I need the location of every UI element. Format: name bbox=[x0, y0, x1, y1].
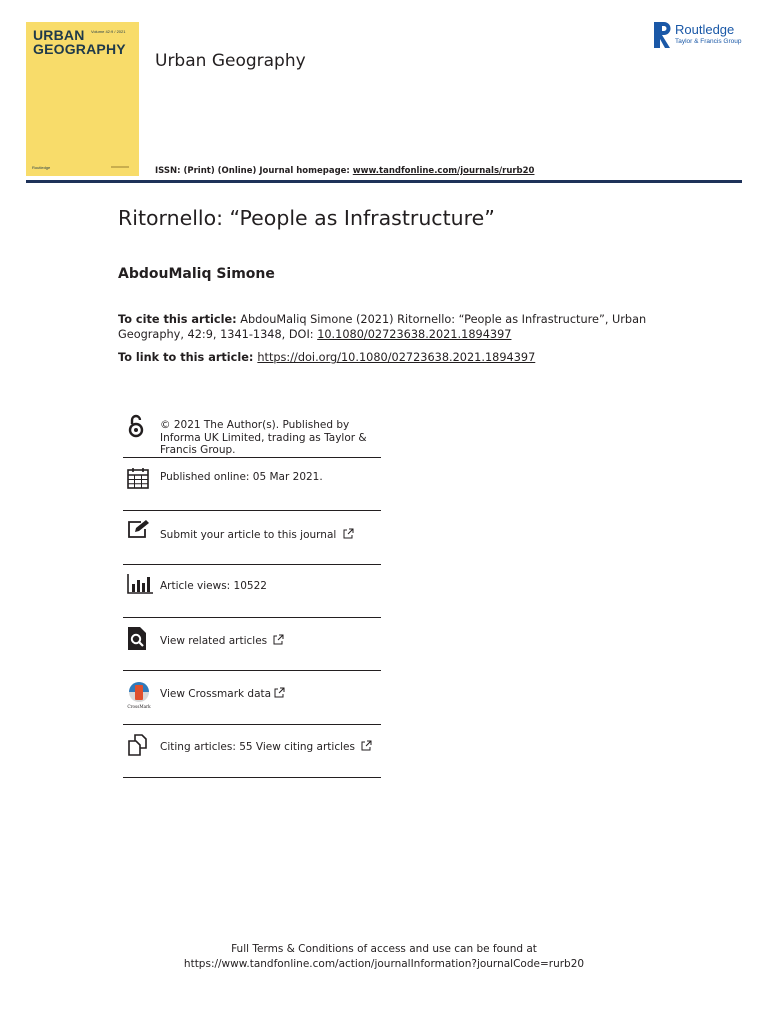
license-text: © 2021 The Author(s). Published by Informa UK Limited, trading as Taylor & Francis Group. bbox=[160, 419, 367, 456]
citation bbox=[118, 312, 678, 342]
crossmark-row[interactable] bbox=[123, 671, 381, 725]
svg-text:CrossMark: CrossMark bbox=[127, 704, 151, 709]
issn-label: ISSN: (Print) (Online) Journal homepage: bbox=[155, 166, 353, 176]
bar-chart-icon bbox=[127, 574, 153, 594]
external-link-icon bbox=[361, 740, 372, 751]
views-row bbox=[123, 565, 381, 618]
cover-volume: Volume 42:9 / 2021 bbox=[91, 29, 126, 34]
cover-decoration bbox=[111, 166, 129, 168]
submit-text[interactable] bbox=[160, 528, 354, 542]
related-text[interactable] bbox=[160, 634, 284, 648]
cite-label: To cite this article: bbox=[118, 313, 237, 326]
issn-line bbox=[155, 166, 534, 176]
views-text: Article views: 10522 bbox=[160, 580, 267, 592]
journal-name: Urban Geography bbox=[155, 51, 306, 71]
routledge-logo-icon bbox=[653, 22, 671, 48]
submit-row[interactable] bbox=[123, 511, 381, 565]
external-link-icon bbox=[274, 687, 285, 698]
link-label: To link to this article: bbox=[118, 351, 258, 364]
article-title: Ritornello: “People as Infrastructure” bbox=[118, 206, 495, 230]
search-document-icon bbox=[127, 627, 149, 651]
article-link-line bbox=[118, 351, 535, 364]
related-label: View related articles bbox=[160, 635, 268, 647]
cite-text: AbdouMaliq Simone (2021) Ritornello: “People as Infrastructure”, Urban Geography, 42:9, 1341-1348, DOI: bbox=[118, 313, 647, 341]
related-row[interactable] bbox=[123, 618, 381, 671]
calendar-icon bbox=[127, 467, 149, 489]
license-row bbox=[123, 410, 381, 458]
article-url-link[interactable]: https://doi.org/10.1080/02723638.2021.1894397 bbox=[257, 351, 536, 364]
cover-title-line1: URBAN bbox=[33, 27, 85, 43]
publisher-name: Routledge bbox=[675, 22, 735, 37]
crossmark-icon bbox=[126, 681, 152, 709]
citing-text[interactable] bbox=[160, 740, 372, 754]
doi-link[interactable]: 10.1080/02723638.2021.1894397 bbox=[317, 328, 512, 341]
published-row bbox=[123, 458, 381, 511]
footer-line1: Full Terms & Conditions of access and use can be found at bbox=[231, 943, 537, 955]
cover-title-line2: GEOGRAPHY bbox=[33, 41, 126, 57]
open-access-icon bbox=[128, 414, 144, 438]
cover-publisher-mark: Routledge bbox=[32, 165, 51, 170]
publisher-subtitle: Taylor & Francis Group bbox=[675, 38, 742, 45]
article-author: AbdouMaliq Simone bbox=[118, 266, 275, 282]
citing-articles-icon bbox=[127, 734, 151, 756]
crossmark-text[interactable] bbox=[160, 687, 285, 701]
crossmark-label: View Crossmark data bbox=[160, 688, 272, 700]
edit-icon bbox=[127, 519, 151, 539]
article-info-list bbox=[123, 410, 381, 778]
external-link-icon bbox=[273, 634, 284, 645]
external-link-icon bbox=[343, 528, 354, 539]
citing-row[interactable] bbox=[123, 725, 381, 778]
header-rule bbox=[26, 180, 742, 183]
citing-label: Citing articles: 55 View citing articles bbox=[160, 741, 355, 753]
journal-homepage-link[interactable]: www.tandfonline.com/journals/rurb20 bbox=[352, 166, 535, 176]
footer-terms-url[interactable]: https://www.tandfonline.com/action/journalInformation?journalCode=rurb20 bbox=[183, 958, 585, 970]
footer bbox=[0, 942, 768, 972]
journal-cover bbox=[26, 22, 139, 176]
published-text: Published online: 05 Mar 2021. bbox=[160, 471, 323, 483]
submit-label: Submit your article to this journal bbox=[160, 529, 337, 541]
